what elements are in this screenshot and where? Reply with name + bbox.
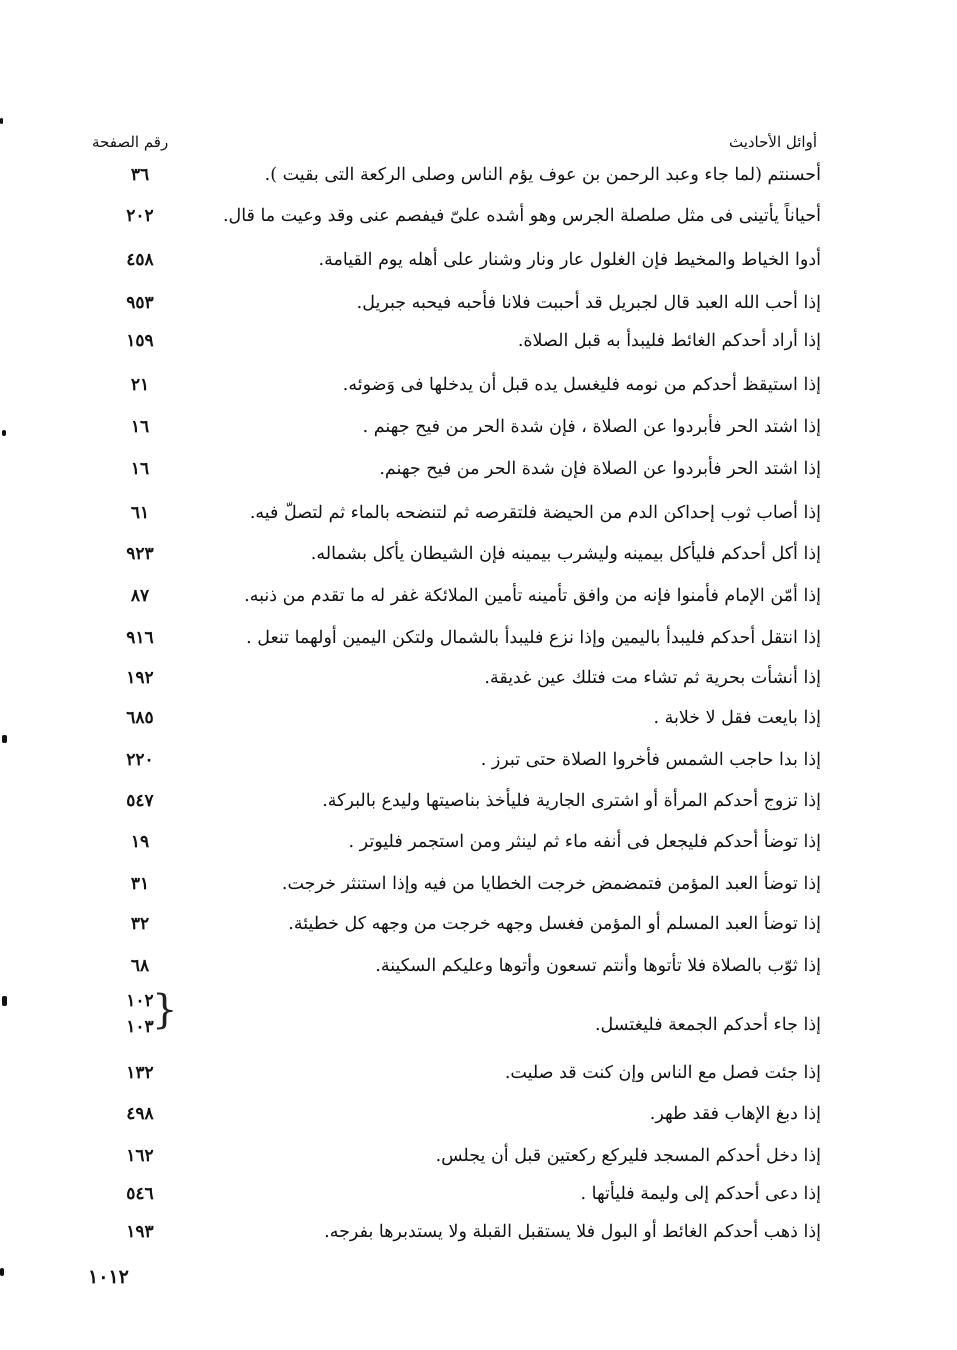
entry-page-number: ٢١	[130, 375, 150, 395]
entry-page-number: ١٦	[130, 417, 150, 437]
entry-text: إذا أكل أحدكم فليأكل بيمينه وليشرب بيمينه فإن الشيطان يأكل بشماله.	[310, 544, 821, 564]
entry-page-number: ٦٨٥	[126, 708, 154, 728]
page-number-column-header: رقم الصفحة	[92, 133, 169, 151]
entry-page-number: ٢٠٢	[126, 206, 154, 226]
entry-text: إذا أنشأت بحرية ثم تشاء مت فتلك عين غديقة.	[484, 668, 821, 688]
scan-mark	[2, 430, 6, 436]
entry-page-number: ٢٢٠	[126, 750, 154, 770]
entry-text: إذا استيقظ أحدكم من نومه فليغسل يده قبل أن يدخلها فى وَضوئه.	[342, 375, 821, 395]
entry-page-number: ١٦٢	[126, 1146, 154, 1166]
entry-page-number: ٣٢	[130, 914, 150, 934]
entry-text: إذا جاء أحدكم الجمعة فليغتسل.	[594, 1015, 821, 1035]
entry-page-number: ١٦	[130, 459, 150, 479]
entry-page-number: ١٥٩	[126, 331, 154, 351]
entry-page-number: ٤٥٨	[126, 250, 154, 270]
entry-page-number: ١٩٣	[126, 1222, 154, 1242]
entry-text: إذا أمّن الإمام فأمنوا فإنه من وافق تأمينه تأمين الملائكة غفر له ما تقدم من ذنبه.	[244, 586, 821, 606]
scan-mark	[2, 735, 7, 743]
entry-page-number: ١٠٢	[126, 991, 154, 1011]
entry-text: إذا دبغ الإهاب فقد طهر.	[649, 1104, 821, 1124]
entry-text: إذا بايعت فقل لا خلابة .	[653, 708, 821, 728]
entry-page-number: ٥٤٧	[126, 791, 154, 811]
section-title: أوائل الأحاديث	[728, 133, 817, 151]
entry-page-number: ٥٤٦	[126, 1184, 154, 1204]
scan-mark	[0, 1268, 4, 1276]
entry-page-number-second: ١٠٣	[126, 1017, 154, 1037]
entry-text: إذا أصاب ثوب إحداكن الدم من الحيضة فلتقرصه ثم لتنضحه بالماء ثم لتصلّ فيه.	[249, 503, 821, 523]
entry-page-number: ١٩٢	[126, 668, 154, 688]
entry-text: إذا اشتد الحر فأبردوا عن الصلاة فإن شدة الحر من فيح جهنم.	[379, 459, 821, 479]
entry-text: إذا توضأ العبد المسلم أو المؤمن فغسل وجهه خرجت من وجهه كل خطيئة.	[288, 914, 821, 934]
entry-page-number: ٦٨	[130, 956, 150, 976]
entry-page-number: ٩٢٣	[126, 544, 154, 564]
scan-mark	[0, 118, 3, 124]
entry-text: إذا اشتد الحر فأبردوا عن الصلاة ، فإن شدة الحر من فيح جهنم .	[362, 417, 821, 437]
entry-page-number: ١٩	[130, 832, 150, 852]
entry-text: إذا دخل أحدكم المسجد فليركع ركعتين قبل أن يجلس.	[435, 1146, 821, 1166]
entry-text: إذا انتقل أحدكم فليبدأ باليمين وإذا نزع فليبدأ بالشمال ولتكن اليمين أولهما تنعل .	[246, 628, 821, 648]
scan-mark	[2, 996, 7, 1006]
entry-text: إذا بدا حاجب الشمس فأخروا الصلاة حتى تبرز .	[480, 750, 821, 770]
entry-text: إذا أراد أحدكم الغائط فليبدأ به قبل الصلاة.	[517, 331, 821, 351]
entry-text: أحسنتم (لما جاء وعبد الرحمن بن عوف يؤم الناس وصلى الركعة التى بقيت ).	[264, 165, 821, 185]
entry-page-number: ٤٩٨	[126, 1104, 154, 1124]
entry-text: إذا أحب الله العبد قال لجبريل قد أحببت فلانا فأحبه فيحبه جبريل.	[356, 293, 821, 313]
page-number: ١٠١٢	[88, 1266, 129, 1288]
entry-text: إذا ذهب أحدكم الغائط أو البول فلا يستقبل القبلة ولا يستدبرها بفرجه.	[324, 1222, 821, 1242]
entry-text: إذا دعى أحدكم إلى وليمة فليأتها .	[580, 1184, 821, 1204]
entry-page-number: ٩٥٣	[126, 293, 154, 313]
entry-text: أحياناً يأتينى فى مثل صلصلة الجرس وهو أشده علىّ فيفصم عنى وقد وعيت ما قال.	[222, 206, 821, 226]
entry-text: إذا توضأ أحدكم فليجعل فى أنفه ماء ثم لينثر ومن استجمر فليوتر .	[348, 832, 821, 852]
entry-text: إذا تزوج أحدكم المرأة أو اشترى الجارية فليأخذ بناصيتها وليدع بالبركة.	[322, 791, 821, 811]
entry-text: إذا ثوّب بالصلاة فلا تأتوها وأنتم تسعون وأتوها وعليكم السكينة.	[375, 956, 821, 976]
brace-mark: }	[152, 987, 178, 1033]
entry-page-number: ٩١٦	[126, 628, 154, 648]
entry-text: إذا توضأ العبد المؤمن فتمضمض خرجت الخطايا من فيه وإذا استنثر خرجت.	[281, 874, 821, 894]
entry-page-number: ١٣٢	[126, 1063, 154, 1083]
entry-page-number: ٣١	[130, 874, 150, 894]
entry-page-number: ٦١	[130, 503, 150, 523]
entry-page-number: ٨٧	[130, 586, 150, 606]
entry-page-number: ٣٦	[130, 165, 150, 185]
entry-text: أدوا الخياط والمخيط فإن الغلول عار ونار وشنار على أهله يوم القيامة.	[318, 250, 821, 270]
entry-text: إذا جئت فصل مع الناس وإن كنت قد صليت.	[504, 1063, 821, 1083]
